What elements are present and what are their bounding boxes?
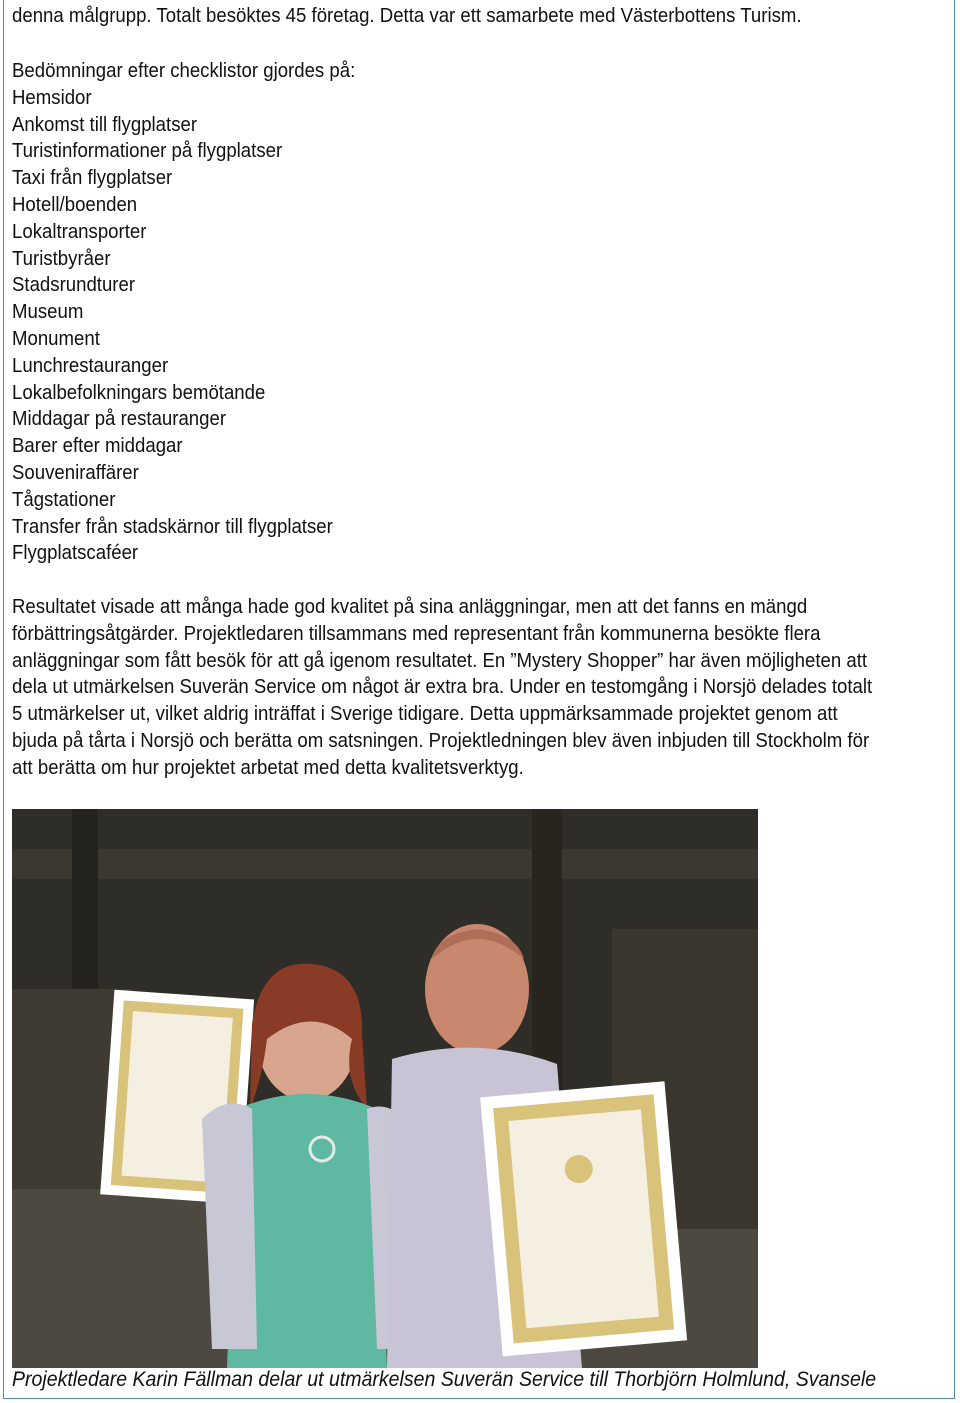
list-item: Flygplatscaféer [12,542,139,565]
paragraph-line: Resultatet visade att många hade god kvalitet på sina anläggningar, men att det fanns en mängd [12,596,808,618]
list-item: Lokalbefolkningars bemötande [12,381,266,404]
award-photo-illustration [12,809,758,1368]
list-item: Lokaltransporter [12,220,147,243]
list-item: Souveniraffärer [12,461,139,484]
award-photo [12,809,758,1368]
list-item: Monument [12,327,100,350]
list-item: Taxi från flygplatser [12,167,173,190]
list-item: Lunchrestauranger [12,354,169,377]
list-item: Middagar på restauranger [12,408,227,431]
list-item: Museum [12,301,84,324]
photo-caption: Projektledare Karin Fällman delar ut utmärkelsen Suverän Service till Thorbjörn Holmlund, Svansele [12,1368,877,1391]
list-item: Stadsrundturer [12,274,136,297]
list-item: Barer efter middagar [12,435,183,458]
paragraph-line: förbättringsåtgärder. Projektledaren tillsammans med representant från kommunerna besökte flera [12,622,821,645]
paragraph-line: anläggningar som fått besök för att gå igenom resultatet. En ”Mystery Shopper” har även möjligheten att [12,649,868,672]
checklist-section [12,58,355,567]
list-item: Hotell/boenden [12,193,138,216]
checklist-list [12,85,355,567]
paragraph-line: bjuda på tårta i Norsjö och berätta om satsningen. Projektledningen blev även inbjuden till Stockholm för [12,729,870,752]
result-paragraph [12,594,942,782]
list-item: Turistinformationer på flygplatser [12,140,283,163]
intro-line: denna målgrupp. Totalt besöktes 45 företag. Detta var ett samarbete med Västerbottens Turism. [12,5,802,27]
list-item: Transfer från stadskärnor till flygplatser [12,515,333,538]
paragraph-line: att berätta om hur projektet arbetat med detta kvalitetsverktyg. [12,756,524,779]
list-item: Turistbyråer [12,247,111,270]
list-item: Ankomst till flygplatser [12,113,198,136]
checklist-heading: Bedömningar efter checklistor gjordes på: [12,60,356,82]
list-item: Hemsidor [12,86,92,109]
list-item: Tågstationer [12,488,116,511]
paragraph-line: 5 utmärkelser ut, vilket aldrig inträffat i Sverige tidigare. Detta uppmärksammade projektet genom att [12,703,838,726]
paragraph-line: dela ut utmärkelsen Suverän Service om något är extra bra. Under en testomgång i Norsjö delades totalt [12,676,873,699]
